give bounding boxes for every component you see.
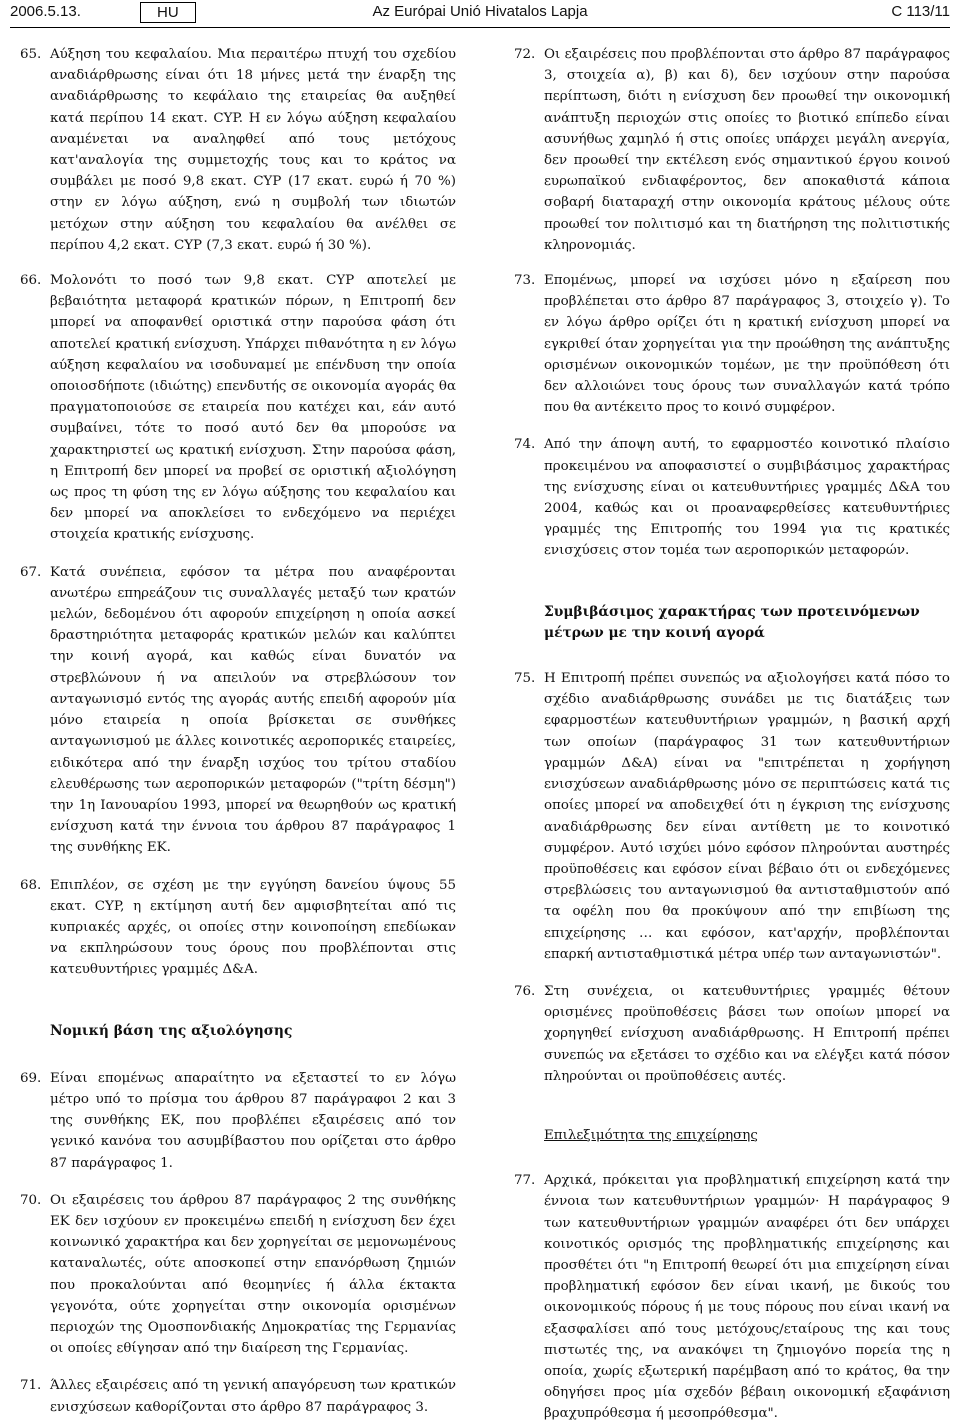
paragraph-number: 73.	[514, 273, 536, 289]
section-heading-legal-basis: Νομική βάση της αξιολόγησης	[50, 1022, 293, 1039]
paragraph-69	[20, 1068, 456, 1174]
paragraph-number: 75.	[514, 671, 536, 687]
paragraph-text: Μολονότι το ποσό των 9,8 εκατ. CYP αποτελεί με βεβαιότητα μεταφορά κρατικών πόρων, η Επιτροπή δεν μπορεί να αποφανθεί οριστικά στην παρούσα φάση ότι αποτελεί κρατική ενίσχυση. Υπάρχει πιθανότητα η εν λόγω αύξηση κεφαλαίου να ισοδυναμεί με επένδυση την οποία οποιοσδήποτε (ιδιώτης) επενδυτής σε οικονομία αγοράς θα πραγματοποιούσε σε εταιρεία που κατέχει και, εάν αυτό συμβαίνει, τότε το ποσό αυτό δεν θα μπορούσε να χαρακτηριστεί ως κρατική ενίσχυση. Στην παρούσα φάση, η Επιτροπή δεν μπορεί να προβεί σε οριστική αξιολόγηση ως προς τη φύση της εν λόγω αύξησης του κεφαλαίου και δεν μπορεί να αποκλείσει το ενδεχόμενο να περιέχει στοιχεία κρατικής ενίσχυσης.	[50, 273, 456, 543]
paragraph-number: 76.	[514, 983, 536, 999]
paragraph-number: 74.	[514, 437, 536, 453]
page-header	[10, 0, 950, 30]
paragraph-number: 66.	[20, 273, 42, 289]
paragraph-number: 72.	[514, 47, 536, 62]
paragraph-72	[514, 44, 950, 256]
header-journal-title: Az Európai Unió Hivatalos Lapja	[372, 3, 588, 20]
paragraph-number: 65.	[20, 47, 42, 62]
paragraph-65	[20, 44, 456, 256]
header-page-number: C 113/11	[891, 3, 950, 20]
paragraph-70	[20, 1190, 456, 1360]
paragraph-68	[20, 875, 456, 981]
header-rule	[10, 27, 950, 28]
paragraph-text: Η Επιτροπή πρέπει συνεπώς να αξιολογήσει κατά πόσο το σχέδιο αναδιάρθρωσης συνάδει με τις διατάξεις των εφαρμοστέων κατευθυντήριων γραμμών, η βασική αρχή των οποίων (παράγραφος 31 των κατευθυντήριων γραμμών Δ&Α) είναι να "επιτρέπεται η χορήγηση ενισχύσεων αναδιάρθρωσης μόνο σε περιπτώσεις κατά τις οποίες μπορεί να αποδειχθεί ότι η έγκριση της ενίσχυσης αναδιάρθρωσης δεν είναι αντίθετη με το κοινοτικό συμφέρον. Αυτό ισχύει μόνο εφόσον πληρούνται αυστηρές προϋποθέσεις και εφόσον είναι βέβαιο ότι οι ενδεχόμενες στρεβλώσεις του ανταγωνισμού θα αντισταθμιστούν από τα οφέλη που θα προκύψουν από την επιβίωση της επιχείρησης … και εφόσον, κατ'αρχήν, προβλέπονται επαρκή αντισταθμιστικά μέτρα υπέρ των ανταγωνιστών".	[544, 671, 950, 962]
section-heading-compatibility: Συμβιβάσιμος χαρακτήρας των προτεινόμενων μέτρων με την κοινή αγορά	[544, 603, 920, 641]
paragraph-number: 71.	[20, 1378, 42, 1394]
paragraph-text: Στη συνέχεια, οι κατευθυντήριες γραμμές θέτουν ορισμένες προϋποθέσεις βάσει των οποίων μπορεί να χορηγηθεί ενίσχυση αναδιάρθρωσης. Η Επιτροπή πρέπει συνεπώς να εξετάσει το σχέδιο και να ελέγξει κατά πόσον πληρούνται οι προϋποθέσεις αυτές.	[544, 983, 950, 1084]
paragraph-75	[514, 668, 950, 965]
subheading-eligibility: Επιλεξιμότητα της επιχείρησης	[544, 1127, 758, 1143]
paragraph-text: Επιπλέον, σε σχέση με την εγγύηση δανείου ύψους 55 εκατ. CYP, η εκτίμηση αυτή δεν αμφισβητείται από τις κυπριακές αρχές, οι οποίες στην κοινοποίηση επεδίωκαν να εκπληρώσουν τους όρους που προβλέπονται στις κατευθυντήριες γραμμές Δ&Α.	[50, 877, 456, 978]
paragraph-text: Οι εξαιρέσεις του άρθρου 87 παράγραφος 2 της συνθήκης ΕΚ δεν ισχύουν εν προκειμένω επειδή η ενίσχυση δεν έχει κοινωνικό χαρακτήρα και δεν χορηγείται σε μεμονωμένους καταναλωτές, ούτε αποσκοπεί στην επανόρθωση ζημιών που προκαλούνται από θεομηνίες ή άλλα έκτακτα γεγονότα, ούτε χορηγείται στην οικονομία ορισμένων περιοχών της Ομοσπονδιακής Δημοκρατίας της Γερμανίας οι οποίες εθίγησαν από την διαίρεση της Γερμανίας.	[50, 1192, 456, 1357]
paragraph-text: Είναι επομένως απαραίτητο να εξεταστεί το εν λόγω μέτρο υπό το πρίσμα του άρθρου 87 παράγραφοι 2 και 3 της συνθήκης ΕΚ, που προβλέπει εξαιρέσεις από τον γενικό κανόνα του ασυμβίβαστου που ορίζεται στο άρθρο 87 παράγραφος 1.	[50, 1070, 456, 1171]
paragraph-text: Επομένως, μπορεί να ισχύσει μόνο η εξαίρεση που προβλέπεται στο άρθρο 87 παράγραφος 3, στοιχείο γ). Το εν λόγω άρθρο ορίζει ότι η κρατική ενίσχυση μπορεί να εγκριθεί όταν χορηγείται για την προώθηση της ανάπτυξης ορισμένων οικονομικών τομέων, με την προϋπόθεση ότι δεν αλλοιώνει τους όρους των συναλλαγών κατά τρόπο που θα αντέκειτο προς το κοινό συμφέρον.	[544, 273, 950, 416]
paragraph-text: Αρχικά, πρόκειται για προβληματική επιχείρηση κατά την έννοια των κατευθυντήριων γραμμών· Η παράγραφος 9 των κατευθυντήριων γραμμών αναφέρει ότι δεν υπάρχει κοινοτικός ορισμός της προβληματικής επιχείρησης και προσθέτει ότι "η Επιτροπή θεωρεί ότι μια επιχείρηση είναι προβληματική εφόσον δεν είναι ικανή, με δικούς του οικονομικούς πόρους ή με τους πόρους που είναι ικανή να εξασφαλίσει από τους μετόχους/εταίρους της και τους πιστωτές της, να ανακόψει τη ζημιογόνο πορεία της η οποία, χωρίς εξωτερική παρέμβαση από το κράτος, θα την οδηγήσει προς μία σχεδόν βέβαιη οικονομική εξαφάνιση βραχυπρόθεσμα ή μεσοπρόθεσμα".	[544, 1173, 950, 1422]
paragraph-67	[20, 562, 456, 859]
paragraph-number: 70.	[20, 1192, 42, 1208]
paragraph-text: Κατά συνέπεια, εφόσον τα μέτρα που αναφέρονται ανωτέρω επηρεάζουν τις συναλλαγές μεταξύ των κρατών μελών, δεδομένου ότι αφορούν επιχείρηση η οποία ασκεί δραστηριότητα μεταφοράς κρατικών μελών και καλύπτει την κοινή αγορά, και καθώς είναι δυνατόν να στρεβλώνουν ή να απειλούν να στρεβλώσουν τον ανταγωνισμό εντός της αγοράς αυτής επειδή αφορούν μία μόνο εταιρεία η οποία βρίσκεται σε συνθήκες ανταγωνισμού με άλλες κοινοτικές αεροπορικές εταιρείες, ειδικότερα από την έναρξη ισχύος του τρίτου σταδίου ελευθέρωσης των αεροπορικών μεταφορών ("τρίτη δέσμη") την 1η Ιανουαρίου 1993, μπορεί να θεωρηθούν ως κρατική ενίσχυση κατά την έννοια του άρθρου 87 παράγραφος 1 της συνθήκης ΕΚ.	[50, 564, 456, 856]
paragraph-text: Αύξηση του κεφαλαίου. Μια περαιτέρω πτυχή του σχεδίου αναδιάρθρωσης είναι ότι 18 μήνες μετά την έναρξη της αναδιάρθρωσης το κεφάλαιο της εταιρείας θα αυξηθεί κατά περίπου 14 εκατ. CYP. Η εν λόγω αύξηση κεφαλαίου αναμένεται να αναληφθεί από τους μετόχους κατ'αναλογία της συμμετοχής τους και το κράτος να συμβάλει με ποσό 9,8 εκατ. CYP (17 εκατ. ευρώ ή 70 %) στην εν λόγω αύξηση, ενώ η συμβολή των ιδιωτών μετόχων στην αύξηση του κεφαλαίου θα ανέλθει σε περίπου 4,2 εκατ. CYP (7,3 εκατ. ευρώ ή 30 %).	[50, 47, 456, 253]
paragraph-73	[514, 270, 950, 418]
header-language-box: HU	[140, 2, 196, 23]
paragraph-text: Άλλες εξαιρέσεις από τη γενική απαγόρευση των κρατικών ενισχύσεων καθορίζονται στο άρθρο 87 παράγραφος 3.	[50, 1378, 456, 1415]
paragraph-77	[514, 1170, 950, 1424]
paragraph-text: Από την άποψη αυτή, το εφαρμοστέο κοινοτικό πλαίσιο προκειμένου να αποφασιστεί ο συμβιβάσιμος χαρακτήρας της ενίσχυσης είναι οι κατευθυντήριες γραμμές Δ&Α του 2004, καθώς και οι προαναφερθείσες κατευθυντήριες γραμμές της Επιτροπής του 1994 για τις κρατικές ενισχύσεις στον τομέα των αεροπορικών μεταφορών.	[544, 437, 950, 559]
left-column	[20, 44, 456, 1418]
paragraph-number: 68.	[20, 877, 42, 893]
right-column	[514, 44, 950, 1425]
header-date: 2006.5.13.	[10, 3, 81, 20]
paragraph-74	[514, 434, 950, 561]
paragraph-number: 77.	[514, 1173, 536, 1189]
paragraph-text: Οι εξαιρέσεις που προβλέπονται στο άρθρο 87 παράγραφος 3, στοιχεία α), β) και δ), δεν ισχύουν στην παρούσα περίπτωση, διότι η ενίσχυση δεν προωθεί την οικονομική ανάπτυξη περιοχών στις οποίες το βιοτικό επίπεδο είναι ασυνήθως χαμηλό ή στις οποίες υπάρχει μεγάλη ανεργία, δεν προωθεί την εκτέλεση ενός σημαντικού έργου κοινού ευρωπαϊκού ενδιαφέροντος, δεν αποκαθιστά κάποια σοβαρή διαταραχή στην οικονομία κράτους μέλους ούτε προωθεί τον πολιτισμό και τη διατήρηση της πολιτιστικής κληρονομιάς.	[544, 47, 950, 253]
paragraph-number: 69.	[20, 1070, 42, 1086]
paragraph-number: 67.	[20, 564, 42, 580]
paragraph-76	[514, 981, 950, 1087]
paragraph-66	[20, 270, 456, 546]
